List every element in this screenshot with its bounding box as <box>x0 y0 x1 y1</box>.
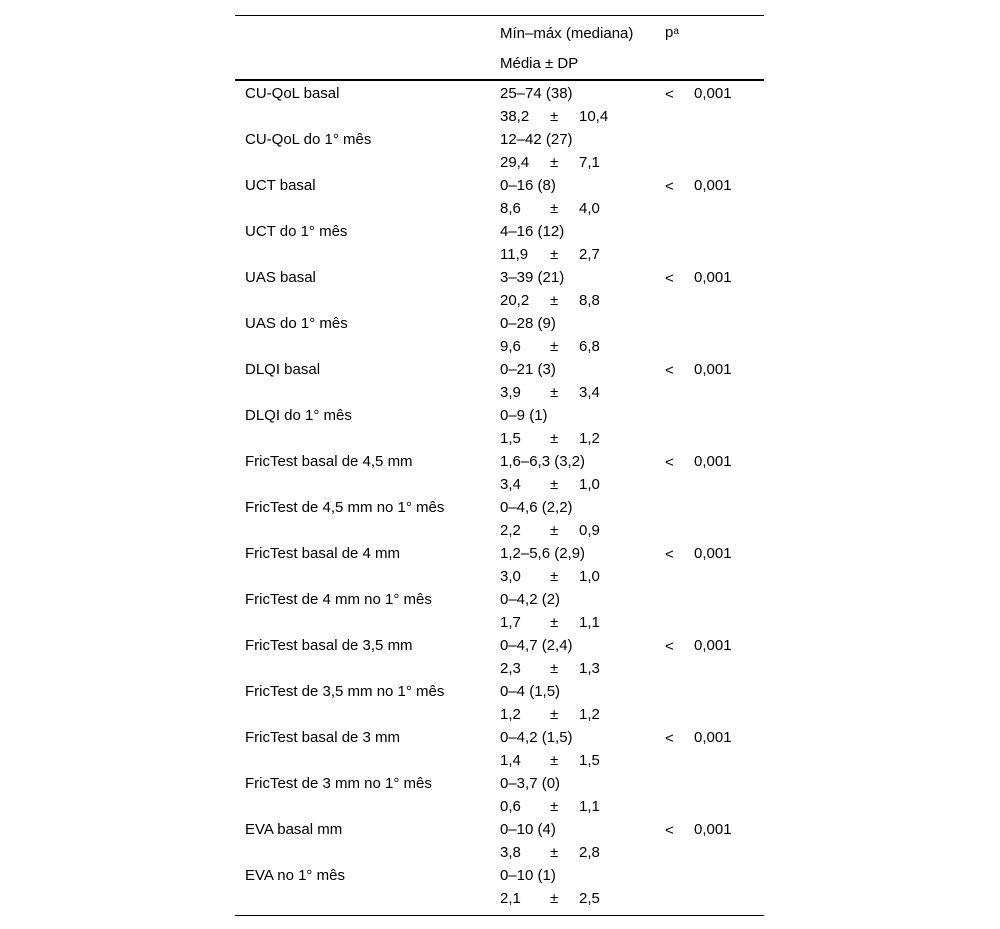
row-p-less-than: < <box>665 362 674 379</box>
table-row <box>235 771 764 817</box>
row-label: EVA basal mm <box>245 821 343 838</box>
row-label: EVA no 1° mês <box>245 867 345 884</box>
row-sd: 1,3 <box>579 660 600 677</box>
row-p-value: 0,001 <box>694 177 732 194</box>
row-label: FricTest de 3 mm no 1° mês <box>245 775 432 792</box>
row-p-less-than: < <box>665 638 674 655</box>
row-mean: 9,6 <box>500 338 521 355</box>
row-range: 4–16 (12) <box>500 223 565 240</box>
table-row <box>235 725 764 771</box>
row-plus-minus: ± <box>550 154 559 171</box>
row-mean: 1,5 <box>500 430 521 447</box>
table-row <box>235 541 764 587</box>
table-bottom-rule <box>235 915 764 916</box>
row-label: UCT basal <box>245 177 316 194</box>
row-sd: 1,2 <box>579 706 600 723</box>
header-range-label: Mín–máx (mediana) <box>500 25 634 42</box>
row-range: 0–10 (1) <box>500 867 556 884</box>
table-row <box>235 679 764 725</box>
row-p-less-than: < <box>665 546 674 563</box>
row-plus-minus: ± <box>550 476 559 493</box>
row-range: 0–4,2 (1,5) <box>500 729 573 746</box>
row-label: DLQI basal <box>245 361 321 378</box>
row-label: CU-QoL do 1° mês <box>245 131 372 148</box>
row-sd: 1,2 <box>579 430 600 447</box>
row-plus-minus: ± <box>550 568 559 585</box>
results-table <box>235 15 764 916</box>
row-sd: 1,0 <box>579 476 600 493</box>
header-p-label: $p^a$ <box>665 24 679 41</box>
row-sd: 7,1 <box>579 154 600 171</box>
row-range: 0–3,7 (0) <box>500 775 561 792</box>
row-mean: 3,9 <box>500 384 521 401</box>
row-sd: 2,5 <box>579 890 600 907</box>
row-plus-minus: ± <box>550 292 559 309</box>
row-label: UAS basal <box>245 269 316 286</box>
row-range: 0–4 (1,5) <box>500 683 561 700</box>
table-row <box>235 403 764 449</box>
table-row <box>235 127 764 173</box>
table-row <box>235 311 764 357</box>
row-mean: 8,6 <box>500 200 521 217</box>
table-row <box>235 633 764 679</box>
row-label: DLQI do 1° mês <box>245 407 352 424</box>
row-range: 12–42 (27) <box>500 131 573 148</box>
row-sd: 4,0 <box>579 200 600 217</box>
row-sd: 1,5 <box>579 752 600 769</box>
row-mean: 1,4 <box>500 752 521 769</box>
row-p-value: 0,001 <box>694 821 732 838</box>
table-row <box>235 449 764 495</box>
table-row <box>235 81 764 127</box>
row-mean: 0,6 <box>500 798 521 815</box>
table-row <box>235 863 764 909</box>
row-p-less-than: < <box>665 822 674 839</box>
row-plus-minus: ± <box>550 844 559 861</box>
row-sd: 2,8 <box>579 844 600 861</box>
row-p-value: 0,001 <box>694 85 732 102</box>
row-range: 1,2–5,6 (2,9) <box>500 545 586 562</box>
row-p-value: 0,001 <box>694 637 732 654</box>
row-label: UAS do 1° mês <box>245 315 348 332</box>
row-plus-minus: ± <box>550 384 559 401</box>
row-mean: 3,0 <box>500 568 521 585</box>
row-plus-minus: ± <box>550 522 559 539</box>
row-mean: 2,1 <box>500 890 521 907</box>
row-sd: 6,8 <box>579 338 600 355</box>
row-range: 0–9 (1) <box>500 407 548 424</box>
row-range: 3–39 (21) <box>500 269 565 286</box>
row-label: FricTest de 4,5 mm no 1° mês <box>245 499 445 516</box>
row-range: 0–4,7 (2,4) <box>500 637 573 654</box>
row-plus-minus: ± <box>550 430 559 447</box>
table-row <box>235 817 764 863</box>
row-plus-minus: ± <box>550 798 559 815</box>
row-sd: 3,4 <box>579 384 600 401</box>
table-body <box>235 81 764 909</box>
row-sd: 8,8 <box>579 292 600 309</box>
header-mean-label: Média ± DP <box>500 55 579 72</box>
row-p-value: 0,001 <box>694 545 732 562</box>
row-mean: 2,3 <box>500 660 521 677</box>
row-plus-minus: ± <box>550 890 559 907</box>
table-row <box>235 587 764 633</box>
table-row <box>235 357 764 403</box>
row-sd: 1,1 <box>579 798 600 815</box>
row-sd: 10,4 <box>579 108 609 125</box>
row-mean: 29,4 <box>500 154 530 171</box>
row-mean: 2,2 <box>500 522 521 539</box>
row-label: FricTest de 4 mm no 1° mês <box>245 591 432 608</box>
row-plus-minus: ± <box>550 200 559 217</box>
row-p-value: 0,001 <box>694 361 732 378</box>
row-mean: 20,2 <box>500 292 530 309</box>
table-row <box>235 219 764 265</box>
row-p-less-than: < <box>665 270 674 287</box>
row-range: 0–21 (3) <box>500 361 556 378</box>
table-header <box>235 16 764 79</box>
row-mean: 38,2 <box>500 108 530 125</box>
row-range: 25–74 (38) <box>500 85 573 102</box>
row-p-less-than: < <box>665 454 674 471</box>
row-label: UCT do 1° mês <box>245 223 348 240</box>
row-plus-minus: ± <box>550 246 559 263</box>
row-label: FricTest de 3,5 mm no 1° mês <box>245 683 445 700</box>
row-sd: 2,7 <box>579 246 600 263</box>
row-range: 1,6–6,3 (3,2) <box>500 453 586 470</box>
row-sd: 0,9 <box>579 522 600 539</box>
row-label: CU-QoL basal <box>245 85 340 102</box>
row-plus-minus: ± <box>550 614 559 631</box>
row-p-less-than: < <box>665 86 674 103</box>
row-range: 0–28 (9) <box>500 315 556 332</box>
row-sd: 1,0 <box>579 568 600 585</box>
header-p-superscript: a <box>673 26 679 37</box>
row-range: 0–10 (4) <box>500 821 556 838</box>
row-mean: 3,8 <box>500 844 521 861</box>
row-p-less-than: < <box>665 178 674 195</box>
row-mean: 1,2 <box>500 706 521 723</box>
row-plus-minus: ± <box>550 706 559 723</box>
row-plus-minus: ± <box>550 338 559 355</box>
row-label: FricTest basal de 4,5 mm <box>245 453 413 470</box>
table-row <box>235 495 764 541</box>
row-label: FricTest basal de 3 mm <box>245 729 401 746</box>
row-p-value: 0,001 <box>694 729 732 746</box>
row-mean: 1,7 <box>500 614 521 631</box>
table-row <box>235 265 764 311</box>
row-mean: 3,4 <box>500 476 521 493</box>
row-range: 0–4,6 (2,2) <box>500 499 573 516</box>
row-p-value: 0,001 <box>694 269 732 286</box>
row-mean: 11,9 <box>500 246 529 263</box>
row-label: FricTest basal de 4 mm <box>245 545 401 562</box>
table-row <box>235 173 764 219</box>
row-range: 0–4,2 (2) <box>500 591 561 608</box>
row-p-less-than: < <box>665 730 674 747</box>
row-range: 0–16 (8) <box>500 177 556 194</box>
row-plus-minus: ± <box>550 752 559 769</box>
row-label: FricTest basal de 3,5 mm <box>245 637 413 654</box>
row-plus-minus: ± <box>550 108 559 125</box>
row-p-value: 0,001 <box>694 453 732 470</box>
row-sd: 1,1 <box>579 614 600 631</box>
row-plus-minus: ± <box>550 660 559 677</box>
